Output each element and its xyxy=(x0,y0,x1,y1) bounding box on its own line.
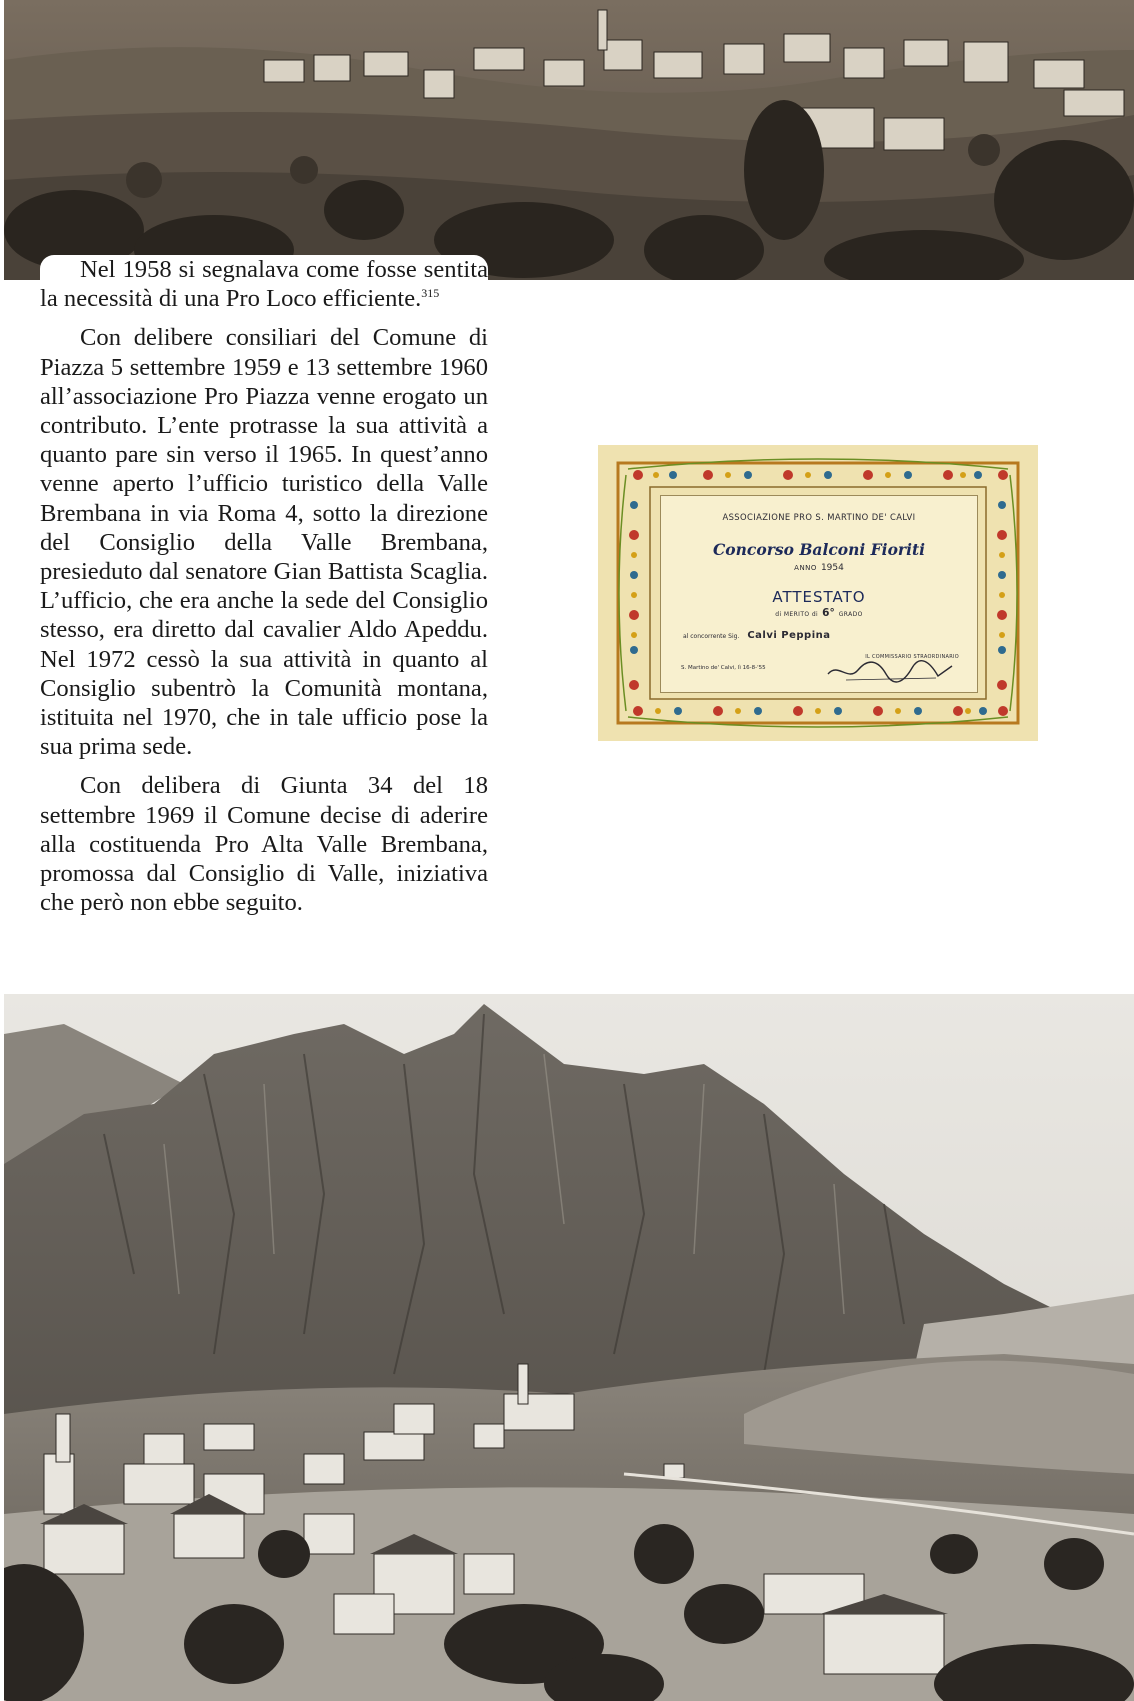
certificate-merit: di MERITO di 6° GRADO xyxy=(775,607,863,619)
body-text xyxy=(40,255,488,927)
village-hillside-photo xyxy=(4,0,1134,280)
mountain-valley-village-photo xyxy=(4,994,1134,1701)
handwritten-signature xyxy=(826,656,956,686)
certificate-heading: ATTESTATO xyxy=(772,588,866,606)
paragraph-2: Con delibere consiliari del Comune di Piazza 5 settembre 1959 e 13 settembre 1960 all’associazione Pro Piazza venne erogato un contributo. L’ente protrasse la sua attività a quanto pare sin verso il 1965. In quest’anno venne aperto l’ufficio turistico della Valle Brembana in via Roma 4, sotto la direzione del Consiglio della Valle Brembana, presieduto dal senatore Gian Battista Scaglia. L’ufficio, che era anche la sede del Consiglio stesso, era diretto dal cavalier Aldo Apeddu. Nel 1972 cessò la sua attività in quanto al Consiglio subentrò la Comunità montana, istituita nel 1970, che in tale ufficio pose la sua prima sede. xyxy=(40,324,488,761)
paragraph-3: Con delibera di Giunta 34 del 18 settembre 1969 il Comune decise di aderire alla costituenda Pro Alta Valle Brembana, promossa dal Consiglio di Valle, iniziativa che però non ebbe seguito. xyxy=(40,772,488,917)
certificate-place-date: S. Martino de' Calvi, lì 16-8-'55 xyxy=(681,665,766,671)
certificate-commissioner: IL COMMISSARIO STRAORDINARIO xyxy=(865,654,959,660)
paragraph-1: Nel 1958 si segnalava come fosse sentita la necessità di una Pro Loco efficiente.$^{315}$ xyxy=(40,256,488,313)
footnote-ref[interactable]: 315 xyxy=(421,286,440,301)
certificate-title: Concorso Balconi Fioriti xyxy=(712,540,926,559)
certificate-association: ASSOCIAZIONE PRO S. MARTINO DE' CALVI xyxy=(722,512,916,522)
certificate-recipient: al concorrente Sig. Calvi Peppina xyxy=(683,630,831,641)
certificate-image xyxy=(598,445,1038,741)
certificate-year: ANNO 1954 xyxy=(794,563,844,573)
certificate-text-panel xyxy=(660,495,978,693)
